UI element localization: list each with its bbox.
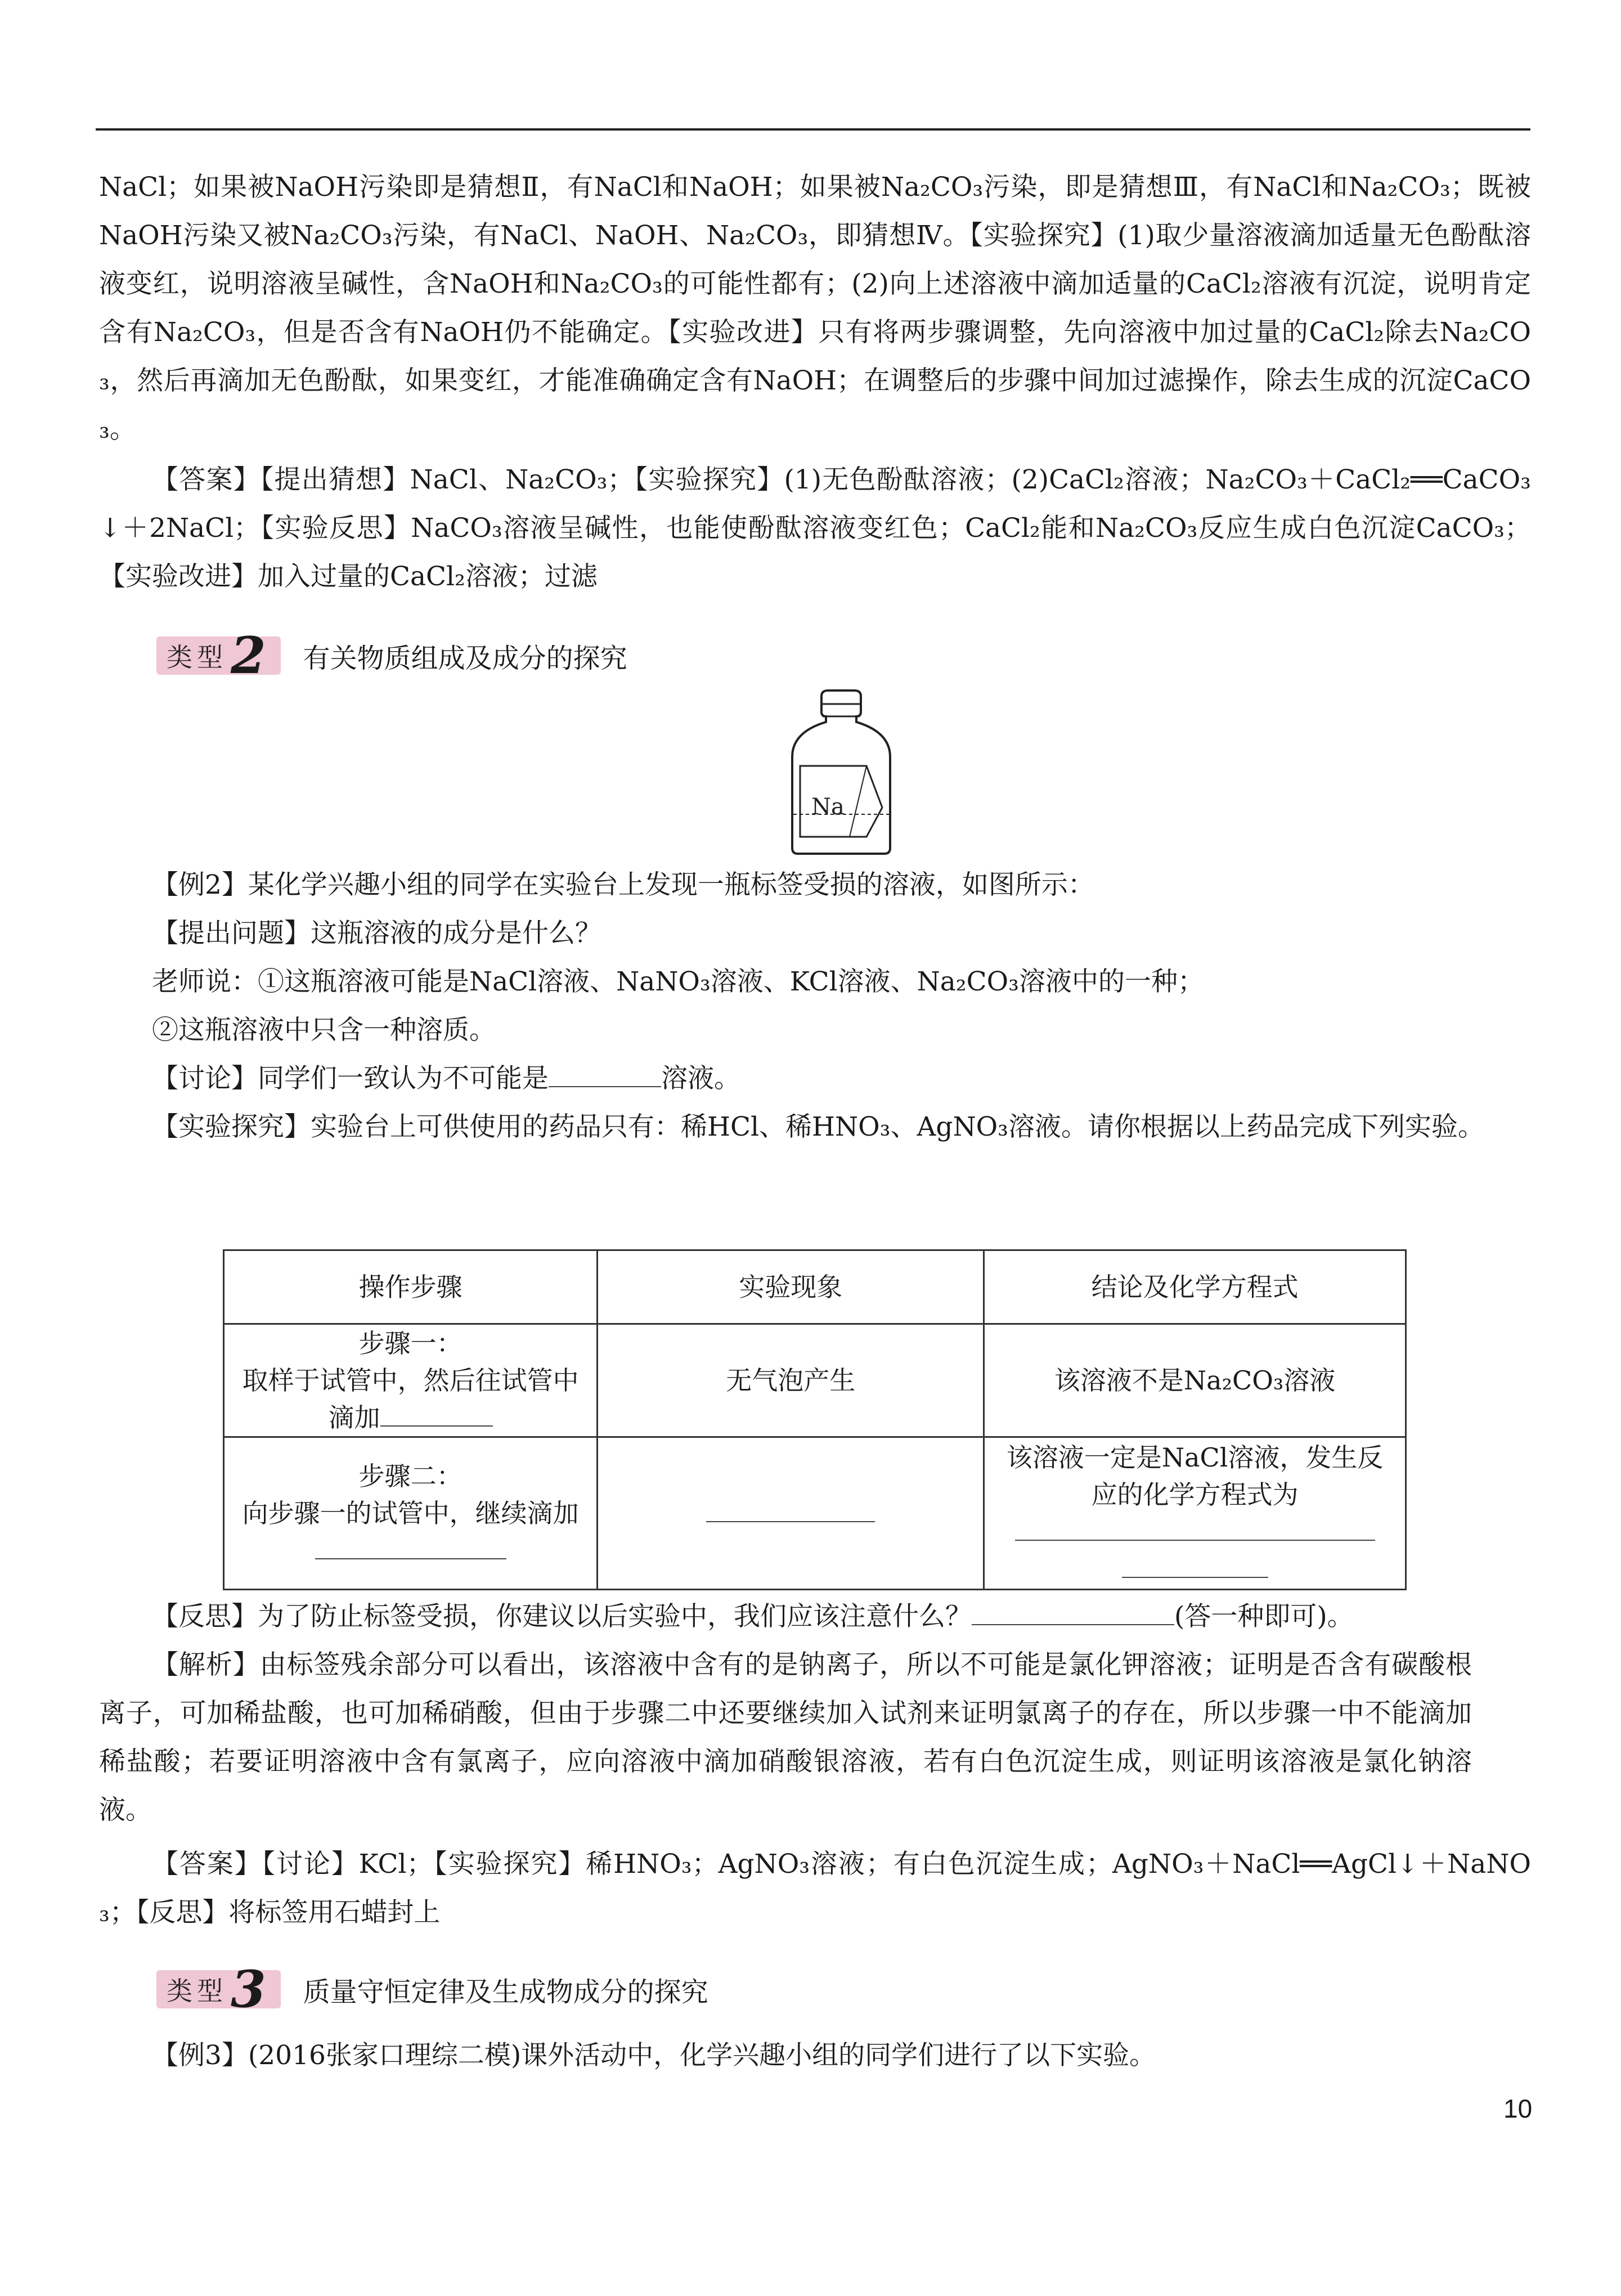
type-badge-label: 类型	[167, 642, 227, 672]
discussion-line	[99, 1055, 1531, 1103]
equation-blank-line-2[interactable]	[1122, 1554, 1268, 1578]
type-badge	[156, 626, 281, 685]
reflection-line	[99, 1593, 1531, 1641]
type-heading-3	[156, 1959, 708, 2019]
type-heading-title: 质量守恒定律及生成物成分的探究	[303, 1976, 708, 2008]
example-2-question: 【提出问题】这瓶溶液的成分是什么？	[152, 918, 601, 949]
table-row-step-1	[224, 1324, 1406, 1437]
header-phenomenon: 实验现象	[598, 1250, 984, 1324]
step-2-reagent-blank[interactable]	[315, 1536, 506, 1559]
page-number: 10	[1503, 2094, 1533, 2123]
step-2-phenomenon-blank[interactable]	[706, 1499, 875, 1522]
example-2-intro: 【例2】某化学兴趣小组的同学在实验台上发现一瓶标签受损的溶液，如图所示：	[152, 869, 1094, 900]
step-1-description: 取样于试管中，然后往试管中滴加	[242, 1365, 579, 1433]
teacher-statement-2: ②这瓶溶液中只含一种溶质。	[152, 1015, 496, 1046]
reflection-answer-blank[interactable]	[972, 1602, 1174, 1625]
experiment-table	[223, 1249, 1407, 1590]
discussion-prefix: 【讨论】同学们一致认为不可能是	[152, 1063, 549, 1094]
type-badge-label: 类型	[167, 1976, 227, 2006]
step-2-description: 向步骤一的试管中，继续滴加	[238, 1495, 583, 1569]
reagent-bottle-figure	[788, 689, 895, 858]
type-badge-number: 3	[231, 1959, 266, 2019]
table-header-row	[224, 1250, 1406, 1324]
analysis-paragraph: 【解析】由标签残余部分可以看出，该溶液中含有的是钠离子，所以不可能是氯化钾溶液；证明是否含有碳酸根离子，可加稀盐酸，也可加稀硝酸，但由于步骤二中还要继续加入试剂来证明氯离子的存在，所以步骤一中不能滴加稀盐酸；若要证明溶液中含有氯离子，应向溶液中滴加硝酸银溶液，若有白色沉淀生成，则证明该溶液是氯化钠溶液。	[99, 1649, 1472, 1826]
equation-blank-line-1[interactable]	[1015, 1517, 1375, 1541]
type-badge-number: 2	[231, 626, 266, 685]
experiment-materials: 【实验探究】实验台上可供使用的药品只有：稀HCl、稀HNO₃、AgNO₃溶液。请你根据以上药品完成下列实验。	[152, 1111, 1484, 1142]
step-2-phenomenon-cell	[598, 1437, 984, 1590]
discussion-answer-blank[interactable]	[549, 1064, 661, 1087]
header-operation: 操作步骤	[224, 1250, 598, 1324]
table-row-step-2	[224, 1437, 1406, 1590]
intro-paragraph: NaCl；如果被NaOH污染即是猜想Ⅱ，有NaCl和NaOH；如果被Na₂CO₃污染，即是猜想Ⅲ，有NaCl和Na₂CO₃；既被NaOH污染又被Na₂CO₃污染，有NaCl、NaOH、Na₂CO₃，即猜想Ⅳ。【实验探究】(1)取少量溶液滴加适量无色酚酞溶液变红，说明溶液呈碱性，含NaOH和Na₂CO₃的可能性都有；(2)向上述溶液中滴加适量的CaCl₂溶液有沉淀，说明肯定含有Na₂CO₃，但是否含有NaOH仍不能确定。【实验改进】只有将两步骤调整，先向溶液中加过量的CaCl₂除去Na₂CO₃，然后再滴加无色酚酞，如果变红，才能准确确定含有NaOH；在调整后的步骤中间加过滤操作，除去生成的沉淀CaCO₃。	[99, 172, 1531, 445]
step-1-phenomenon: 无气泡产生	[598, 1324, 984, 1437]
teacher-statement-1: 老师说：①这瓶溶液可能是NaCl溶液、NaNO₃溶液、KCl溶液、Na₂CO₃溶液中的一种；	[152, 966, 1204, 997]
step-2-title: 步骤二：	[358, 1461, 462, 1491]
type-heading-2	[156, 626, 627, 685]
step-2-conclusion-cell	[984, 1437, 1406, 1590]
step-1-reagent-blank[interactable]	[380, 1403, 493, 1427]
reflection-prefix: 【反思】为了防止标签受损，你建议以后实验中，我们应该注意什么？	[152, 1601, 972, 1632]
header-rule	[96, 128, 1530, 131]
step-1-operation-cell	[224, 1324, 598, 1437]
type-badge	[156, 1959, 281, 2019]
step-2-operation-cell	[224, 1437, 598, 1590]
step-1-conclusion: 该溶液不是Na₂CO₃溶液	[984, 1324, 1406, 1437]
example-3-intro: 【例3】(2016张家口理综二模)课外活动中，化学兴趣小组的同学们进行了以下实验。	[152, 2040, 1156, 2071]
answer-paragraph-2: 【答案】【讨论】KCl；【实验探究】稀HNO₃；AgNO₃溶液；有白色沉淀生成；AgNO₃＋NaCl══AgCl↓＋NaNO₃；【反思】将标签用石蜡封上	[99, 1849, 1531, 1928]
step-2-conclusion-text: 该溶液一定是NaCl溶液，发生反应的化学方程式为	[1006, 1442, 1384, 1510]
type-heading-title: 有关物质组成及成分的探究	[303, 642, 627, 674]
bottle-label-text: Na	[811, 794, 845, 820]
header-conclusion: 结论及化学方程式	[984, 1250, 1406, 1324]
discussion-suffix: 溶液。	[661, 1063, 740, 1094]
reflection-suffix: (答一种即可)。	[1174, 1601, 1354, 1632]
answer-paragraph-1: 【答案】【提出猜想】NaCl、Na₂CO₃；【实验探究】(1)无色酚酞溶液；(2)CaCl₂溶液；Na₂CO₃＋CaCl₂══CaCO₃↓＋2NaCl；【实验反思】NaCO₃溶液呈碱性，也能使酚酞溶液变红色；CaCl₂能和Na₂CO₃反应生成白色沉淀CaCO₃；【实验改进】加入过量的CaCl₂溶液；过滤	[99, 464, 1531, 592]
bottle-outline	[792, 690, 890, 854]
step-1-title: 步骤一：	[358, 1328, 462, 1358]
